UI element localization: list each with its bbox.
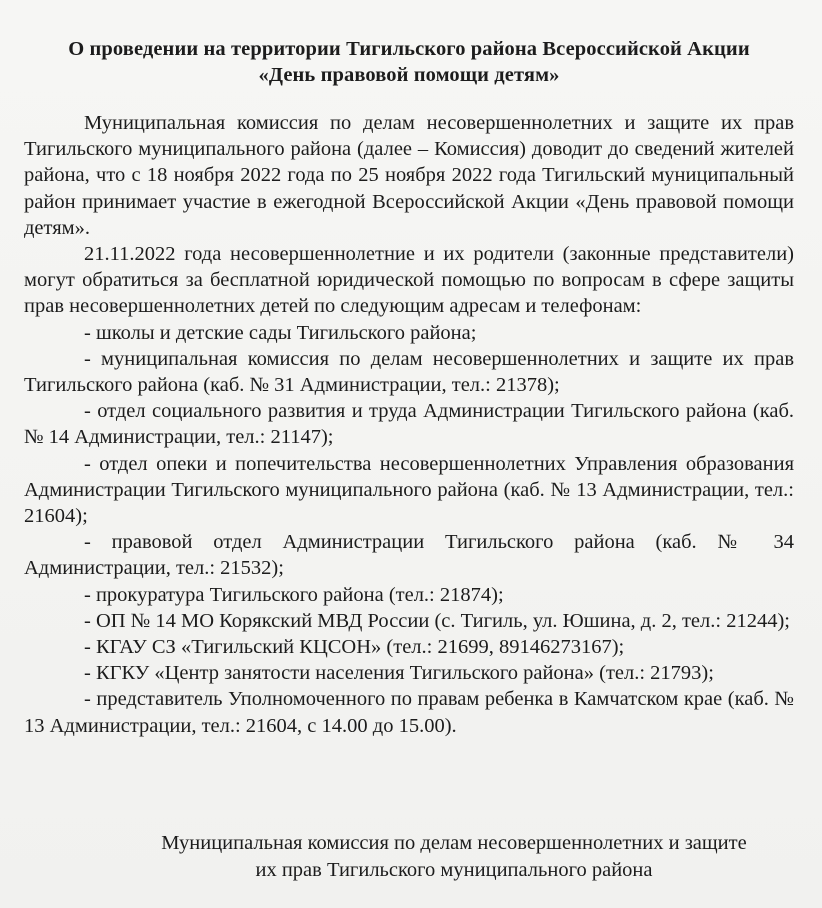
signature-block	[114, 830, 794, 884]
contact-item: - КГКУ «Центр занятости населения Тигильского района» (тел.: 21793);	[84, 662, 714, 685]
intro-paragraph: Муниципальная комиссия по делам несовершеннолетних и защите их прав Тигильского муниципального района (далее – Комиссия) доводит до сведений жителей района, что с 18 ноября 2022 года по 25 ноября 2022 года Тигильский муниципальный район принимает участие в ежегодной Всероссийской Акции «День правовой помощи детям».	[24, 112, 794, 239]
title-line-2: «День правовой помощи детям»	[258, 64, 560, 86]
title-line-1: О проведении на территории Тигильского района Всероссийской Акции	[68, 38, 750, 60]
document-title	[24, 36, 794, 88]
signature-line-1: Муниципальная комиссия по делам несовершеннолетних и защите	[161, 832, 747, 854]
contact-item: - школы и детские сады Тигильского района;	[84, 321, 477, 344]
document-body	[24, 110, 794, 739]
contact-item: - прокуратура Тигильского района (тел.: 21874);	[84, 583, 504, 606]
contact-item: - ОП № 14 МО Корякский МВД России (с. Тигиль, ул. Юшина, д. 2, тел.: 21244);	[84, 609, 790, 632]
contact-item: - муниципальная комиссия по делам несовершеннолетних и защите их прав Тигильского района (каб. № 31 Администрации, тел.: 21378);	[24, 347, 794, 397]
contact-item: - представитель Уполномоченного по правам ребенка в Камчатском крае (каб. № 13 Администрации, тел.: 21604, с 14.00 до 15.00).	[24, 688, 794, 737]
contact-item: - отдел социального развития и труда Администрации Тигильского района (каб. № 14 Администрации, тел.: 21147);	[24, 400, 794, 449]
signature-line-2: их прав Тигильского муниципального района	[255, 859, 653, 881]
contact-item: - правовой отдел Администрации Тигильского района (каб. № 34 Администрации, тел.: 21532);	[24, 531, 794, 580]
contact-item: - КГАУ СЗ «Тигильский КЦСОН» (тел.: 21699, 89146273167);	[84, 636, 625, 659]
contact-item: - отдел опеки и попечительства несовершеннолетних Управления образования Администрации Тигильского муниципального района (каб. № 13 Администрации, тел.: 21604);	[24, 452, 794, 528]
date-paragraph: 21.11.2022 года несовершеннолетние и их родители (законные представители) могут обратиться за бесплатной юридической помощью по вопросам в сфере защиты прав несовершеннолетних детей по следующим адресам и телефонам:	[24, 243, 794, 318]
